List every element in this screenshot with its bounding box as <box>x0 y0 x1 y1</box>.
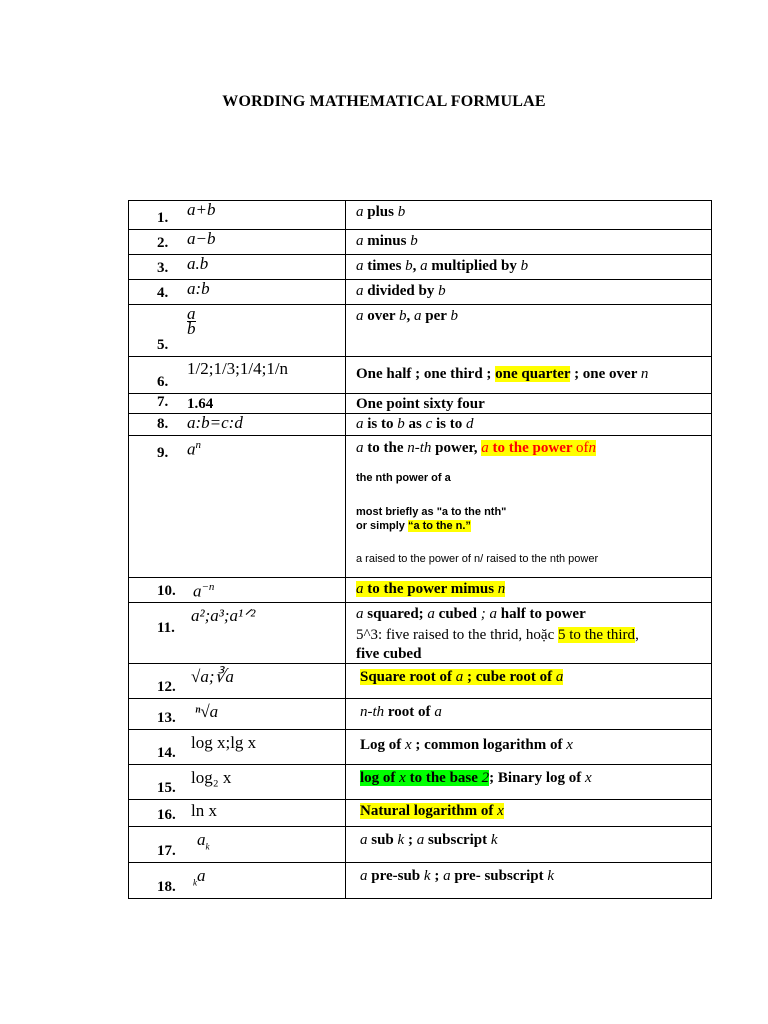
highlight: a to the power mimus n <box>356 581 506 597</box>
table-row <box>129 357 712 394</box>
description: a pre-sub k ; a pre- subscript k <box>346 863 712 899</box>
description: Log of x ; common logarithm of x <box>346 730 712 765</box>
formula: log₂ x <box>191 768 232 787</box>
description <box>346 578 712 603</box>
table-row <box>129 201 712 230</box>
note: a raised to the power of n/ raised to the nth power <box>356 553 599 565</box>
description: log of x to the base 2; Binary log of x <box>346 765 712 800</box>
description: a minus b <box>346 230 712 255</box>
description: a times b, a multiplied by b <box>346 255 712 280</box>
description: a plus b <box>346 201 712 230</box>
formula: $a_k$ <box>197 830 210 852</box>
formula: $_k$a <box>193 866 206 888</box>
formula: $\frac{a}{b}$ <box>187 304 196 338</box>
highlight-green: to the base 2 <box>405 770 490 786</box>
formula: √a;∛a <box>191 667 234 686</box>
highlight: Square root of a ; cube root of a <box>360 669 564 685</box>
formula: a²;a³;a¹ᐟ² <box>191 606 256 625</box>
description: n-th root of a <box>346 699 712 730</box>
formula: ⁿ√a <box>195 702 219 721</box>
row-number: 4. <box>157 285 169 301</box>
description: a over b, a per b <box>346 305 712 357</box>
row-number: 12. <box>157 679 176 695</box>
formula: a:b <box>187 279 210 298</box>
formula: $a^{-n}$ <box>193 581 215 601</box>
formula: a.b <box>187 254 209 273</box>
row-number: 1. <box>157 210 169 226</box>
description <box>346 800 712 827</box>
highlight: Natural logarithm of x <box>360 803 504 819</box>
note: or simply “a to the n.” <box>356 520 471 532</box>
row-number: 2. <box>157 235 169 251</box>
table-row <box>129 280 712 305</box>
description: One point sixty four <box>346 394 712 414</box>
highlight: one quarter <box>495 366 571 382</box>
row-number: 13. <box>157 710 176 726</box>
table-row <box>129 578 712 603</box>
table-row <box>129 800 712 827</box>
description: a sub k ; a subscript k <box>346 827 712 863</box>
row-number: 18. <box>157 879 176 895</box>
formula: a−b <box>187 229 216 248</box>
highlight: a to the power ofn <box>481 440 597 456</box>
formula: a:b=c:d <box>187 413 243 432</box>
row-number: 5. <box>157 337 169 353</box>
table-row <box>129 664 712 699</box>
formula: 1/2;1/3;1/4;1/n <box>187 359 289 378</box>
description: a squared; a cubed ; a half to power 5^3: five raised to the thrid, hoặc 5 to the third, five cubed <box>346 603 712 664</box>
row-number: 16. <box>157 807 176 823</box>
row-number: 10. <box>157 583 176 599</box>
table-row <box>129 414 712 436</box>
description: a is to b as c is to d <box>346 414 712 436</box>
row-number: 14. <box>157 745 176 761</box>
note: the nth power of a <box>356 472 451 484</box>
row-number: 6. <box>157 374 169 390</box>
highlight: 5 to the third <box>557 627 636 643</box>
table-row <box>129 394 712 414</box>
highlight-green: log of x <box>360 770 406 786</box>
table-row <box>129 699 712 730</box>
row-number: 15. <box>157 780 176 796</box>
table-row <box>129 603 712 664</box>
page-title: WORDING MATHEMATICAL FORMULAE <box>222 93 546 110</box>
table-row <box>129 436 712 578</box>
description: a divided by b <box>346 280 712 305</box>
row-number: 8. <box>157 416 169 432</box>
table-row <box>129 863 712 899</box>
row-number: 3. <box>157 260 169 276</box>
formula: ln x <box>191 801 217 820</box>
table-row <box>129 730 712 765</box>
table-row <box>129 827 712 863</box>
table-row <box>129 765 712 800</box>
formula: 1.64 <box>187 396 214 412</box>
description <box>346 664 712 699</box>
description: One half ; one third ; one quarter ; one over n <box>346 357 712 394</box>
table-row <box>129 255 712 280</box>
row-number: 11. <box>157 620 175 636</box>
note: most briefly as "a to the nth" <box>356 506 507 518</box>
description: a to the n-th power, a to the power ofn the nth power of a most briefly as "a to the nth" or simply “a to the n.” a raised to the power of n/ raised to the nth power <box>346 436 712 578</box>
formula-table <box>128 200 712 899</box>
row-number: 17. <box>157 843 176 859</box>
formula: $a^n$ <box>187 439 201 459</box>
row-number: 9. <box>157 445 169 461</box>
formula: a+b <box>187 200 216 219</box>
table-row <box>129 230 712 255</box>
row-number: 7. <box>157 394 169 410</box>
table-row <box>129 305 712 357</box>
formula: log x;lg x <box>191 733 257 752</box>
